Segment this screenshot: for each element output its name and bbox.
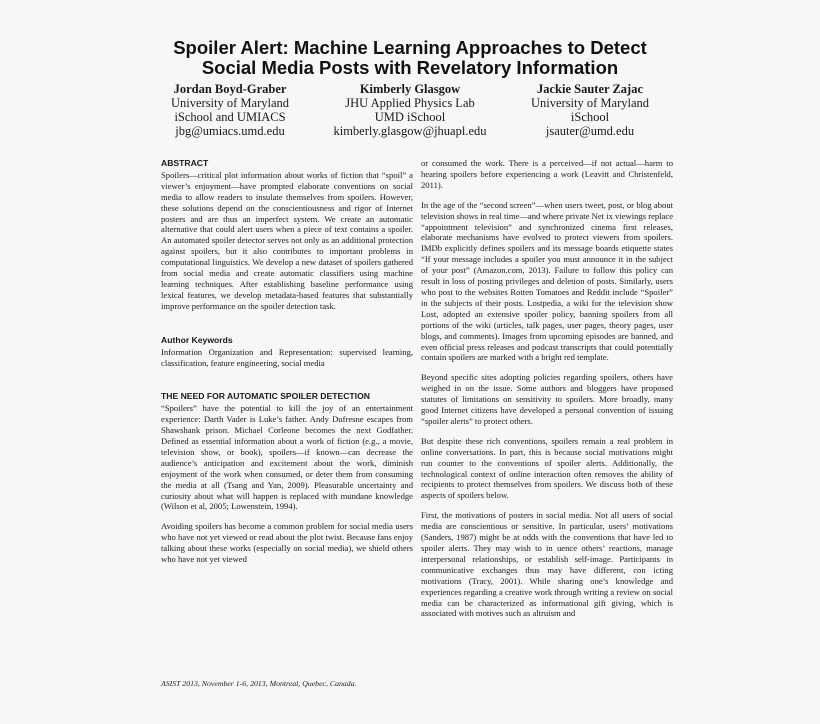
author-affiliation: University of Maryland: [170, 96, 290, 110]
title-line-2: Social Media Posts with Revelatory Information: [201, 57, 619, 78]
title-line-1: Spoiler Alert: Machine Learning Approaches to Detect: [173, 37, 647, 58]
author-department: iSchool: [570, 110, 610, 124]
paragraph: Avoiding spoilers has become a common problem for social media users who have not yet viewed or read about the plot twist. Because fans enjoy talking about these works (especially on social media), we shield others who have not yet viewed: [161, 521, 413, 565]
author-department: iSchool and UMIACS: [174, 110, 286, 124]
paragraph: Beyond specific sites adopting policies regarding spoilers, others have weighed in on the issue. Some authors and bloggers have proposed statutes of limitations on sensitivity to spoilers. More broadly, many good Internet citizens have developed a personal convention of issuing “spoiler alerts” to protect others.: [421, 372, 673, 426]
abstract-heading: ABSTRACT: [161, 158, 209, 168]
paragraph: But despite these rich conventions, spoilers remain a real problem in online conversations. In part, this is because social motivations might run counter to the conventions of spoiler alerts. Additionally, the technological context of online interaction often removes the ability of recipients to protect themselves from spoilers. We discuss both of these aspects of spoilers below.: [421, 435, 673, 501]
keywords-heading: Author Keywords: [161, 334, 233, 345]
author-email: kimberly.glasgow@jhuapl.edu: [333, 124, 487, 138]
author-name: Jackie Sauter Zajac: [536, 82, 643, 96]
author-1: [140, 82, 320, 138]
author-3: [500, 82, 680, 138]
author-email: jbg@umiacs.umd.edu: [175, 124, 285, 138]
conference-footer: ASIST 2013, November 1-6, 2013, Montreal, Quebec, Canada.: [161, 679, 357, 688]
left-column: [161, 158, 413, 574]
author-affiliation: JHU Applied Physics Lab: [345, 96, 475, 110]
right-column: [421, 158, 673, 628]
paragraph: or consumed the work. There is a perceived—if not actual—harm to hearing spoilers before experiencing a work (Leavitt and Christenfeld, 2011).: [421, 158, 673, 190]
author-department: UMD iSchool: [374, 110, 446, 124]
paragraph: “Spoilers” have the potential to kill the joy of an entertainment experience: Darth Vader is Luke’s father. Andy Dufresne escapes from Shawshank prison. Michael Corleone becomes the next Godfather. Defined as essential information about a work of fiction (e.g., a movie, television show, or book), spoilers—if known—can decrease the audience’s anticipation and excitement about the work, diminish enjoyment of the work when consumed, or deter them from consuming the media at all (Tsang and Yan, 2009). Pleasurable uncertainty and curiosity about what will happen is replaced with mundane knowledge (Wilson et al, 2005; Lowenstein, 1994).: [161, 403, 413, 512]
section-heading: THE NEED FOR AUTOMATIC SPOILER DETECTION: [161, 391, 370, 402]
author-email: jsauter@umd.edu: [545, 124, 635, 138]
author-affiliation: University of Maryland: [530, 96, 650, 110]
paragraph: In the age of the “second screen”—when users tweet, post, or blog about television shows in real time—and where private Net ix viewings replace “appointment television” and synchronized cinema first releases, elaborate mechanisms have evolved to protect viewers from spoilers. IMDb explicitly defines spoilers and its message boards etiquette states “If your message includes a spoiler you must announce it in the subject of your post” (Amazon.com, 2013). Failure to follow this policy can result in loss of posting privileges and deletion of posts. Similarly, users who post to the websites Rotten Tomatoes and Reddit include “Spoiler” in the subjects of their posts. Lostpedia, a wiki for the television show Lost, adopted an extensive spoiler policy, banning spoilers from all portions of the wiki (articles, talk pages, user pages, theory pages, user blogs, and comments). Images from upcoming episodes are banned, and even official press releases and podcast transcripts that could potentially contain spoilers are marked with a bright red template.: [421, 199, 674, 363]
paragraph: First, the motivations of posters in social media. Not all users of social media are conscientious or sensitive. In particular, users’ motivations (Sanders, 1987) might be at odds with the conventions that have led to spoiler alerts. They may wish to in uence others’ reactions, manage interpersonal relationships, or establish self-image. Participants in communicative exchanges thus may have different, con icting motivations (Tracy, 2001). While sharing one’s knowledge and experiences regarding a creative work through writing a review on social media can be characterized as informational gift giving, which is associated with motives such as altruism and: [421, 510, 673, 619]
author-block: [140, 82, 680, 138]
author-name: Jordan Boyd-Graber: [173, 82, 287, 96]
author-2: [320, 82, 500, 138]
author-name: Kimberly Glasgow: [359, 82, 461, 96]
paper-title: [100, 38, 720, 78]
keywords-text: Information Organization and Representation: supervised learning, classification, feature engineering, social media: [161, 346, 413, 368]
abstract-text: Spoilers—critical plot information about works of fiction that “spoil” a viewer’s enjoyment—have prompted elaborate conventions on social media to allow readers to insulate themselves from spoilers. However, these solutions depend on the conscientiousness and rigor of Internet posters and are thus an imperfect system. We create an automatic alternative that could alert users when a piece of text contains a spoiler. An automated spoiler detector serves not only as an additional protection against spoilers, but it also contributes to important problems in computational linguistics. We develop a new dataset of spoilers gathered from social media and create automatic classifiers using machine learning techniques. After establishing baseline performance using lexical features, we develop metadata-based features that substantially improve performance on the spoiler detection task.: [161, 169, 413, 311]
